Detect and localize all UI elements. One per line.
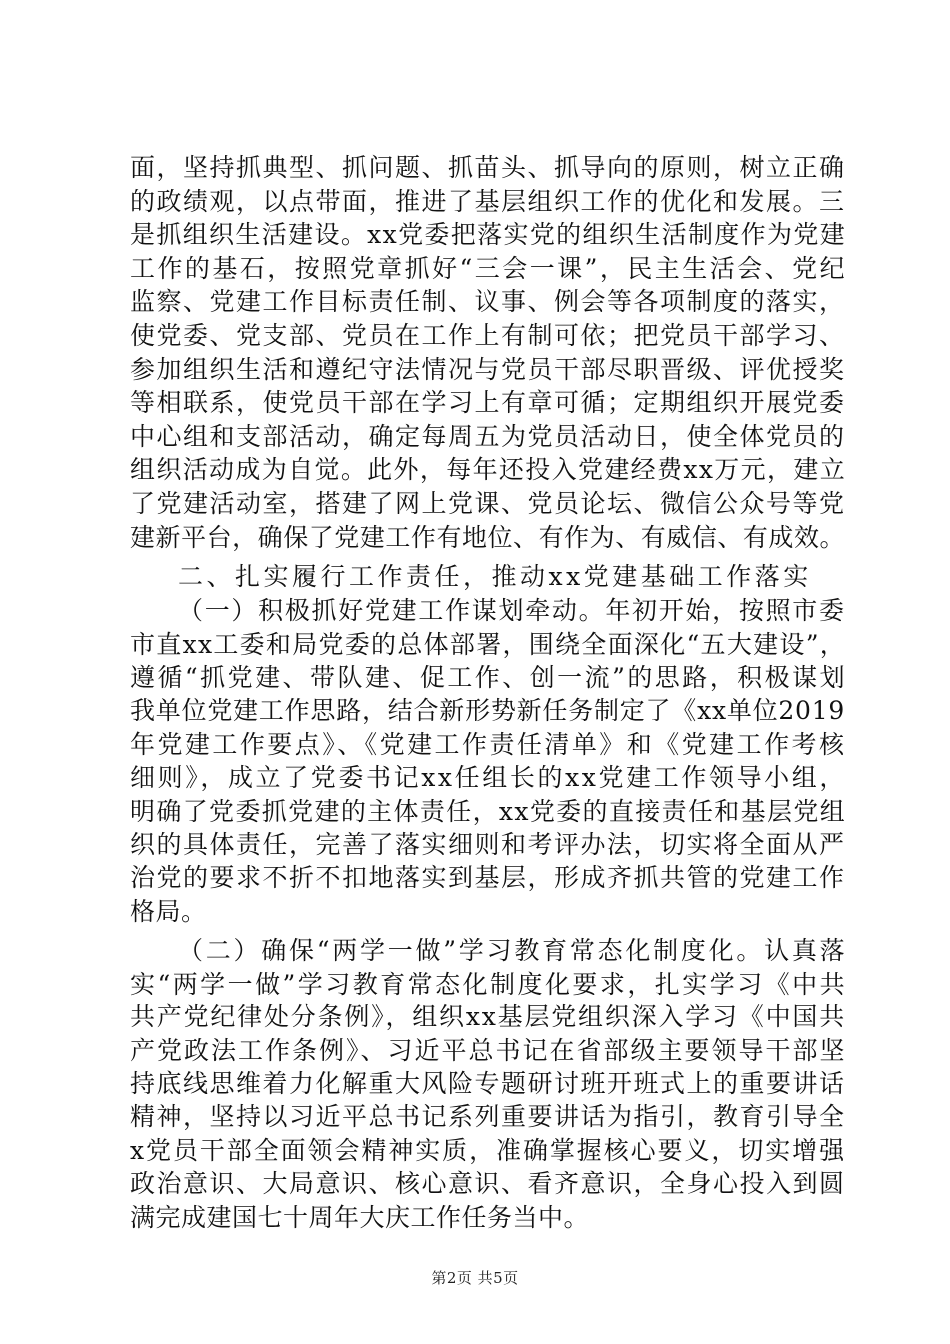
paragraph-line: 遵循“抓党建、带队建、促工作、创一流”的思路，积极谋划 [130,663,848,692]
paragraph-line: 细则》，成立了党委书记xx任组长的xx党建工作领导小组， [130,763,848,792]
paragraph-line: （一）积极抓好党建工作谋划牵动。年初开始，按照市委 [178,596,846,625]
paragraph-line: 持底线思维着力化解重大风险专题研讨班开班式上的重要讲话 [130,1069,846,1098]
paragraph-line: 市直xx工委和局党委的总体部署，围绕全面深化“五大建设”， [130,630,847,659]
paragraph-line: 治党的要求不折不扣地落实到基层，形成齐抓共管的党建工作 [130,863,846,892]
paragraph-line: 中心组和支部活动，确定每周五为党员活动日，使全体党员的 [130,422,846,451]
paragraph-line: 的政绩观，以点带面，推进了基层组织工作的优化和发展。三 [130,187,846,216]
page-number-footer: 第2页 共5页 [431,1269,519,1287]
paragraph-line: 我单位党建工作思路，结合新形势新任务制定了《xx单位2019 [130,696,846,725]
paragraph-line: 年党建工作要点》、《党建工作责任清单》和《党建工作考核 [130,730,847,759]
paragraph-line: 监察、党建工作目标责任制、议事、例会等各项制度的落实， [130,287,846,316]
paragraph-line: x党员干部全面领会精神实质，准确掌握核心要义，切实增强 [130,1136,847,1165]
paragraph-line: 共产党纪律处分条例》，组织xx基层党组织深入学习《中国共 [130,1002,846,1031]
section-heading: 二、扎实履行工作责任，推动xx党建基础工作落实 [178,562,812,591]
paragraph-line: 了党建活动室，搭建了网上党课、党员论坛、微信公众号等党 [130,489,846,518]
paragraph-line: 面，坚持抓典型、抓问题、抓苗头、抓导向的原则，树立正确 [130,153,846,182]
paragraph-line: 政治意识、大局意识、核心意识、看齐意识，全身心投入到圆 [130,1169,846,1198]
paragraph-line: 工作的基石，按照党章抓好“三会一课”，民主生活会、党纪 [130,254,848,283]
paragraph-line: 格局。 [130,897,207,926]
paragraph-line: 是抓组织生活建设。xx党委把落实党的组织生活制度作为党建 [130,220,847,249]
paragraph-line: 满完成建国七十周年大庆工作任务当中。 [130,1203,590,1232]
paragraph-line: 实“两学一做”学习教育常态化制度化要求，扎实学习《中共 [130,970,848,999]
paragraph-line: 明确了党委抓党建的主体责任，xx党委的直接责任和基层党组 [130,797,847,826]
paragraph-line: 精神，坚持以习近平总书记系列重要讲话为指引，教育引导全 [130,1102,846,1131]
paragraph-line: （二）确保“两学一做”学习教育常态化制度化。认真落 [178,936,848,965]
paragraph-line: 产党政法工作条例》、习近平总书记在省部级主要领导干部坚 [130,1036,847,1065]
paragraph-line: 参加组织生活和遵纪守法情况与党员干部尽职晋级、评优授奖 [130,355,846,384]
paragraph-line: 组织活动成为自觉。此外，每年还投入党建经费xx万元，建立 [130,455,847,484]
paragraph-line: 等相联系，使党员干部在学习上有章可循；定期组织开展党委 [130,388,846,417]
paragraph-line: 建新平台，确保了党建工作有地位、有作为、有威信、有成效。 [130,523,846,552]
paragraph-line: 织的具体责任，完善了落实细则和考评办法，切实将全面从严 [130,830,846,859]
paragraph-line: 使党委、党支部、党员在工作上有制可依；把党员干部学习、 [130,321,846,350]
